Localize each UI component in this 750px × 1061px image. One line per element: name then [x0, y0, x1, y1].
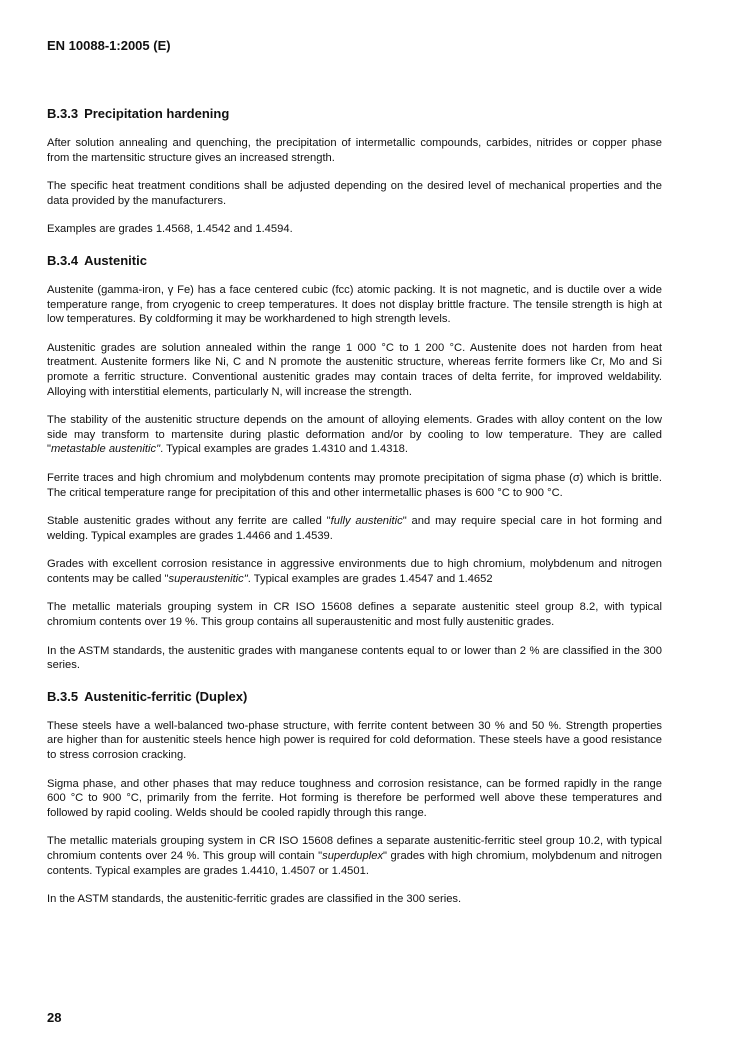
emphasized-term: superaustenitic" — [168, 572, 248, 585]
paragraph — [47, 892, 662, 907]
text-run: " and may require special care in hot forming and welding. Typical examples are grades 1.4466 and 1.4539. — [47, 515, 662, 542]
text-run: Austenite (gamma-iron, γ Fe) has a face centered cubic (fcc) atomic packing. It is not magnetic, and is ductile over a wide temperature range, from cryogenic to creep temperatures. It does not display brittle fracture. The tensile strength is high at low temperatures. By coldforming it may be workhardened to high strength levels. — [47, 283, 662, 326]
paragraph — [47, 514, 662, 543]
text-run: Sigma phase, and other phases that may reduce toughness and corrosion resistance, can be formed rapidly in the range 600 °C to 900 °C, primarily from the ferrite. Hot forming is therefore be performed well above these temperatures and followed by rapid cooling. Welds should be cooled rapidly through this range. — [47, 777, 662, 819]
text-run: In the ASTM standards, the austenitic-ferritic grades are classified in the 300 series. — [47, 893, 462, 906]
page-number: 28 — [47, 1010, 62, 1025]
document-body — [47, 106, 662, 907]
emphasized-term: metastable austenitic" — [50, 443, 161, 456]
text-run: In the ASTM standards, the austenitic grades with manganese contents equal to or lower than 2 % are classified in the 300 series. — [47, 644, 662, 672]
section-heading — [47, 106, 662, 122]
paragraph — [47, 719, 662, 763]
text-run: Examples are grades 1.4568, 1.4542 and 1.4594. — [47, 223, 293, 236]
section-number: B.3.4 — [47, 252, 79, 268]
text-run: After solution annealing and quenching, the precipitation of intermetallic compounds, carbides, nitrides or copper phase from the martensitic structure gives an increased strength. — [47, 137, 662, 164]
section-title: Precipitation hardening — [84, 106, 230, 121]
document-id: EN 10088-1:2005 (E) — [47, 38, 171, 53]
section — [47, 253, 662, 673]
paragraph — [47, 777, 662, 821]
text-run: The specific heat treatment conditions shall be adjusted depending on the desired level of mechanical properties and the data provided by the manufacturers. — [47, 180, 662, 207]
text-run: . Typical examples are grades 1.4547 and 1.4652 — [247, 572, 493, 585]
paragraph — [47, 471, 662, 500]
paragraph — [47, 644, 662, 673]
section — [47, 689, 662, 907]
section-heading — [47, 689, 662, 705]
text-run: Stable austenitic grades without any ferrite are called " — [47, 515, 331, 528]
paragraph — [47, 283, 662, 327]
section — [47, 106, 662, 237]
text-run: These steels have a well-balanced two-phase structure, with ferrite content between 30 % and 50 %. Strength properties are higher than for austenitic steels hence high power is required for cold deformation. These steels have a good resistance to stress corrosion cracking. — [47, 719, 662, 762]
paragraph — [47, 136, 662, 165]
paragraph — [47, 222, 662, 237]
text-run: The metallic materials grouping system in CR ISO 15608 defines a separate austenitic steel group 8.2, with typical chromium contents over 19 %. This group contains all superaustenitic and most fully austenitic grades. — [47, 601, 662, 629]
paragraph — [47, 341, 662, 399]
section-heading — [47, 253, 662, 269]
paragraph — [47, 179, 662, 208]
paragraph — [47, 413, 662, 457]
text-run: The stability of the austenitic structure depends on the amount of alloying elements. Grades with alloy content on the low side may transform to martensite during plastic deformation and/or by cooling to low temperature. They are called " — [47, 414, 662, 456]
section-title: Austenitic-ferritic (Duplex) — [84, 688, 248, 704]
emphasized-term: superduplex — [322, 850, 384, 862]
paragraph — [47, 600, 662, 629]
text-run: Ferrite traces and high chromium and molybdenum contents may promote precipitation of sigma phase (σ) which is brittle. The critical temperature range for precipitation of this and other intermetallic phases is 600 °C to 900 °C. — [47, 471, 662, 499]
text-run: " grades with high chromium, molybdenum and nitrogen contents. Typical examples are grades 1.4410, 1.4507 or 1.4501. — [47, 850, 662, 877]
section-number: B.3.5 — [47, 688, 79, 704]
text-run: The metallic materials grouping system in CR ISO 15608 defines a separate austenitic-ferritic steel group 10.2, with typical chromium contents over 24 %. This group will contain " — [47, 835, 662, 862]
section-title: Austenitic — [84, 252, 147, 268]
emphasized-term: fully austenitic — [330, 515, 403, 528]
section-number: B.3.3 — [47, 106, 79, 121]
text-run: Grades with excellent corrosion resistance in aggressive environments due to high chromium, molybdenum and nitrogen contents may be called " — [47, 558, 662, 585]
text-run: . Typical examples are grades 1.4310 and 1.4318. — [160, 443, 409, 456]
text-run: Austenitic grades are solution annealed within the range 1 000 °C to 1 200 °C. Austenite does not harden from heat treatment. Austenite formers like Ni, C and N promote the austenitic structure, whereas ferrite formers like Cr, Mo and Si promote a ferritic structure. Conventional austenitic grades may contain traces of delta ferrite, for improved weldability. Alloying with interstitial elements, particularly N, will increase the strength. — [47, 341, 662, 398]
paragraph — [47, 834, 662, 878]
paragraph — [47, 557, 662, 586]
